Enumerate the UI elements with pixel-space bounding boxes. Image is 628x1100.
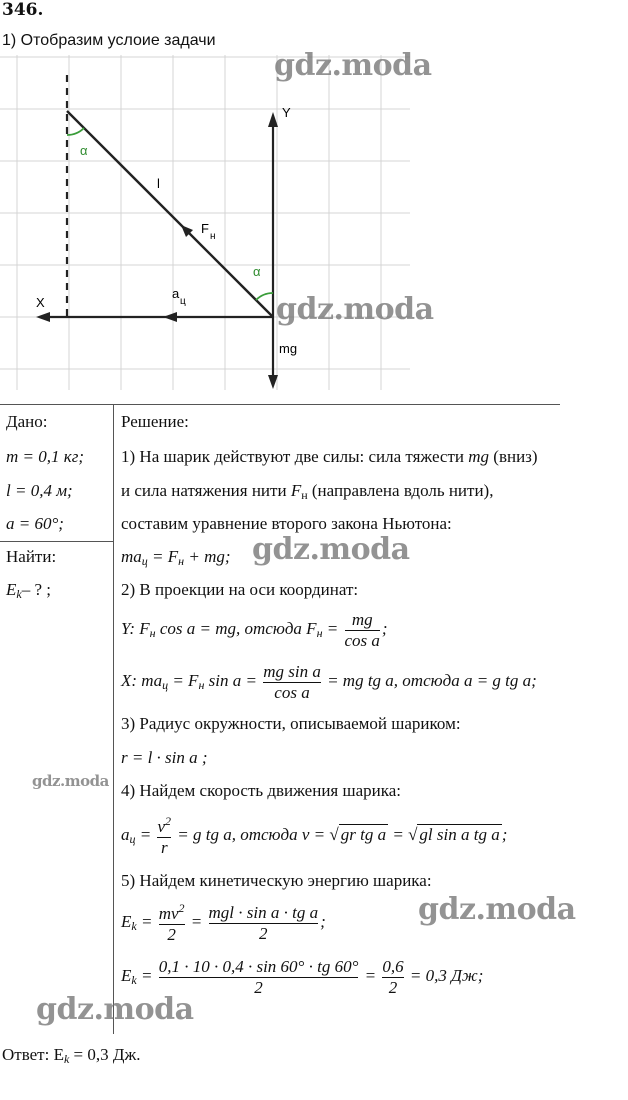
e-num1-sup: 2 — [178, 901, 185, 915]
watermark: gdz.moda — [274, 48, 432, 83]
step1-text-c: и сила натяжения нити — [121, 481, 287, 500]
label-alpha-top: α — [80, 143, 88, 158]
v-a-sub: ц — [129, 831, 136, 846]
e2-b: = — [136, 965, 153, 985]
e-num1-wrap — [159, 902, 185, 924]
e-a-sub: k — [131, 918, 137, 933]
v-num-sup: 2 — [165, 814, 172, 828]
solution-step5: 5) Найдем кинетическую энергию шарика: — [121, 871, 432, 890]
answer-value: = 0,3 Дж. — [69, 1045, 141, 1064]
e-fraction2 — [209, 903, 319, 943]
e2-den: 2 — [159, 977, 359, 998]
given-a: a = 60°; — [6, 514, 64, 533]
x-projection — [121, 662, 537, 702]
step1-title: 1) Отобразим услоие задачи — [2, 32, 216, 49]
find-value — [6, 580, 51, 602]
step1-text-d: (направлена вдоль нити), — [311, 481, 494, 500]
eq1-f: = F — [147, 547, 179, 566]
e-den1: 2 — [159, 924, 185, 945]
find-e-sub: k — [16, 587, 22, 601]
e-a: E — [121, 911, 132, 931]
watermark: gdz.moda — [32, 772, 109, 790]
x-fraction — [263, 662, 321, 702]
problem-number: 346. — [2, 0, 44, 20]
v-den: r — [157, 837, 171, 858]
solution-step1-line2 — [121, 481, 493, 503]
step1-f: F — [290, 481, 302, 500]
e2-a-sub: k — [131, 972, 137, 987]
y-projection — [121, 610, 388, 650]
find-title: Найти: — [6, 547, 57, 566]
y-num: mg — [351, 610, 373, 629]
energy-formula — [121, 902, 326, 944]
e2-num: 0,1 · 10 · 0,4 · sin 60° · tg 60° — [158, 957, 359, 976]
e2-den2: 2 — [382, 977, 403, 998]
y-fraction — [345, 610, 380, 650]
watermark: gdz.moda — [36, 992, 194, 1027]
table-top-line — [0, 404, 560, 405]
angle-arc-top — [67, 128, 84, 135]
x-arrowhead — [36, 312, 50, 322]
v-d: = — [388, 824, 404, 844]
label-alpha-bottom: α — [253, 264, 261, 279]
given-m: m = 0,1 кг; — [6, 447, 84, 466]
v-b: = — [135, 824, 152, 844]
eq1-mg: + mg; — [184, 547, 231, 566]
find-rest: – ? ; — [21, 580, 51, 599]
x-num: mg sin a — [263, 662, 321, 681]
given-l: l = 0,4 м; — [6, 481, 73, 500]
v-c: = g tg a, отсюда v = — [177, 824, 326, 844]
watermark: gdz.moda — [276, 292, 434, 327]
newton-equation — [121, 547, 231, 569]
radius-equation: r = l · sin a ; — [121, 748, 208, 767]
x-a-sub: ц — [162, 677, 169, 692]
v-num-wrap — [157, 815, 171, 837]
y-a: Y: F — [121, 618, 150, 638]
x-d: = mg tg a, отсюда a = g tg a; — [327, 670, 537, 690]
y-a-sub: н — [149, 625, 156, 640]
step1-text-a: 1) На шарик действуют две силы: сила тяжести — [121, 447, 464, 466]
y-b-sub: н — [316, 625, 323, 640]
e2-a: E — [121, 965, 132, 985]
solution-step1-line1 — [121, 447, 538, 467]
v-sqrt1: gr tg a — [340, 824, 387, 844]
solution-title: Решение: — [121, 412, 189, 431]
solution-step4: 4) Найдем скорость движения шарика: — [121, 781, 401, 800]
e2-d: = 0,3 Дж; — [409, 965, 484, 985]
angle-arc-bottom — [256, 293, 273, 300]
find-e: E — [6, 580, 17, 599]
answer — [2, 1045, 140, 1067]
y-b: cos a = mg, отсюда F — [155, 618, 317, 638]
e2-fraction2 — [382, 957, 403, 997]
y-den: cos a — [344, 630, 380, 650]
label-x: X — [36, 295, 45, 310]
e-num2: mgl · sin a · tg a — [208, 903, 319, 922]
v-fraction — [157, 815, 171, 857]
label-y: Y — [282, 105, 291, 120]
x-a: X: ma — [121, 670, 163, 690]
y-c: = — [322, 618, 339, 638]
y-end: ; — [381, 618, 388, 638]
table-divider-vertical — [113, 404, 114, 1034]
label-fn: F — [201, 221, 209, 236]
v-sqrt2: gl sin a tg a — [419, 824, 500, 844]
step1-mg: mg — [468, 447, 490, 466]
label-ac-sub: ц — [180, 296, 186, 307]
x-c: sin a = — [204, 670, 257, 690]
label-mg: mg — [279, 341, 298, 356]
e-den2: 2 — [209, 923, 319, 944]
label-l: l — [157, 176, 160, 191]
answer-sub: k — [63, 1052, 70, 1066]
e2-c: = — [364, 965, 377, 985]
speed-equation: $a_ц$ = $\frac{v^2}{r}$ = g tg a, отсюда v = √ gr tg a = √ gl sin a tg a ; — [121, 814, 508, 857]
e-c: = — [190, 911, 203, 931]
v-num: v — [157, 817, 166, 836]
force-diagram — [0, 55, 420, 395]
watermark: gdz.moda — [252, 532, 410, 567]
eq1-ma: ma — [121, 547, 142, 566]
eq1-ma-sub: ц — [141, 554, 148, 568]
solution-step3: 3) Радиус окружности, описываемой шариком: — [121, 714, 461, 733]
e-num1: mv — [158, 904, 179, 923]
x-den: cos a — [263, 682, 321, 703]
ac-arrowhead — [163, 312, 177, 322]
eq1-f-sub: н — [178, 554, 185, 568]
solution-step1-line3: составим уравнение второго закона Ньютона: — [121, 514, 452, 533]
step1-f-sub: н — [301, 488, 308, 502]
x-b: = F — [168, 670, 199, 690]
e-b: = — [136, 911, 153, 931]
solution-step2: 2) В проекции на оси координат: — [121, 580, 359, 599]
v-a: a — [121, 824, 130, 844]
label-ac: a — [172, 286, 180, 301]
given-divider — [0, 541, 113, 542]
step1-text-b: (вниз) — [493, 447, 538, 466]
answer-prefix: Ответ: E — [2, 1045, 64, 1064]
e-end: ; — [320, 911, 326, 931]
label-fn-sub: н — [210, 231, 216, 242]
watermark: gdz.moda — [418, 892, 576, 927]
x-b-sub: н — [198, 677, 205, 692]
v-end: ; — [501, 824, 508, 844]
thread-line — [67, 111, 273, 317]
e-fraction1 — [159, 902, 185, 944]
given-title: Дано: — [6, 412, 48, 431]
e2-num2: 0,6 — [382, 957, 404, 976]
